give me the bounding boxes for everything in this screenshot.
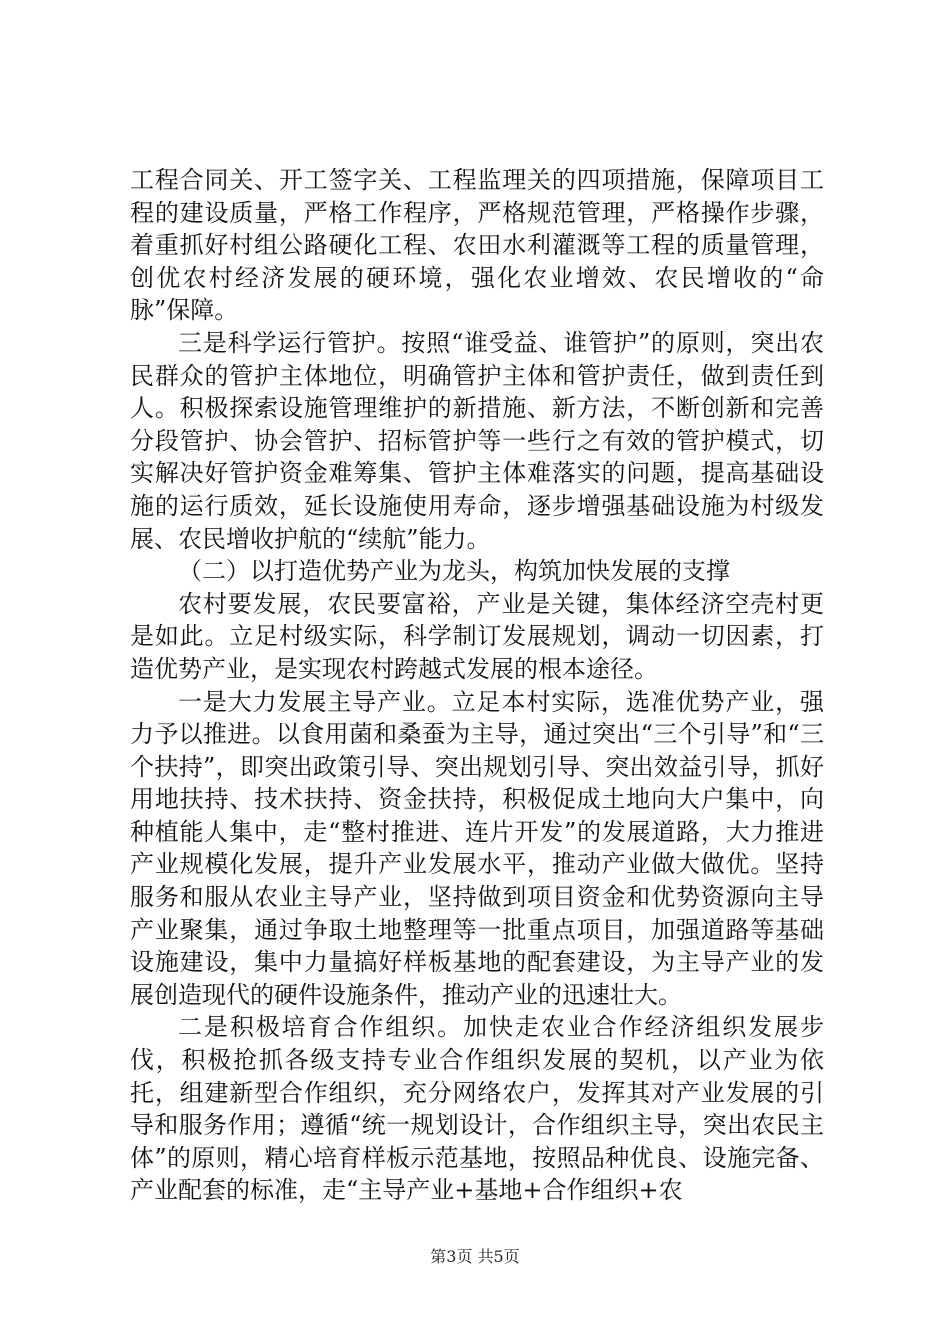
paragraph-management: 三是科学运行管护。按照“谁受益、谁管护”的原则，突出农民群众的管护主体地位，明确管护主体和管护责任，做到责任到人。积极探索设施管理维护的新措施、新方法，不断创新和完善分段管护、协会管护、招标管护等一些行之有效的管护模式，切实解决好管护资金难筹集、管护主体难落实的问题，提高基础设施的运行质效，延长设施使用寿命，逐步增强基础设施为村级发展、农民增收护航的“续航”能力。 xyxy=(130,328,824,553)
section-heading: （二）以打造优势产业为龙头，构筑加快发展的支撑 xyxy=(178,557,730,586)
paragraph-leading-industry: 一是大力发展主导产业。立足本村实际，选准优势产业，强力予以推进。以食用菌和桑蚕为主导，通过突出“三个引导”和“三个扶持”，即突出政策引导、突出规划引导、突出效益引导，抓好用地扶持、技术扶持、资金扶持，积极促成土地向大户集中，向种植能人集中，走“整村推进、连片开发”的发展道路，大力推进产业规模化发展，提升产业发展水平，推动产业做大做优。坚持服务和服从农业主导产业，坚持做到项目资金和优势资源向主导产业聚集，通过争取土地整理等一批重点项目，加强道路等基础设施建设，集中力量搞好样板基地的配套建设，为主导产业的发展创造现代的硬件设施条件，推动产业的迅速壮大。 xyxy=(130,687,824,1009)
paragraph-continuation: 工程合同关、开工签字关、工程监理关的四项措施，保障项目工程的建设质量，严格工作程序，严格规范管理，严格操作步骤，着重抓好村组公路硬化工程、农田水利灌溉等工程的质量管理，创优农村经济发展的硬环境，强化农业增效、农民增收的“命脉”保障。 xyxy=(130,166,824,325)
document-body xyxy=(130,164,824,1207)
paragraph-intro: 农村要发展，农民要富裕，产业是关键，集体经济空壳村更是如此。立足村级实际，科学制订发展规划，调动一切因素，打造优势产业，是实现农村跨越式发展的根本途径。 xyxy=(130,589,824,683)
paragraph-cooperatives: 二是积极培育合作组织。加快走农业合作经济组织发展步伐，积极抢抓各级支持专业合作组织发展的契机，以产业为依托，组建新型合作组织，充分网络农户，发挥其对产业发展的引导和服务作用；遵循“统一规划设计，合作组织主导，突出农民主体”的原则，精心培育样板示范基地，按照品种优良、设施完备、产业配套的标准，走“主导产业+基地+合作组织+农 xyxy=(130,1013,824,1205)
page-footer: 第3页 共5页 xyxy=(430,1247,520,1266)
